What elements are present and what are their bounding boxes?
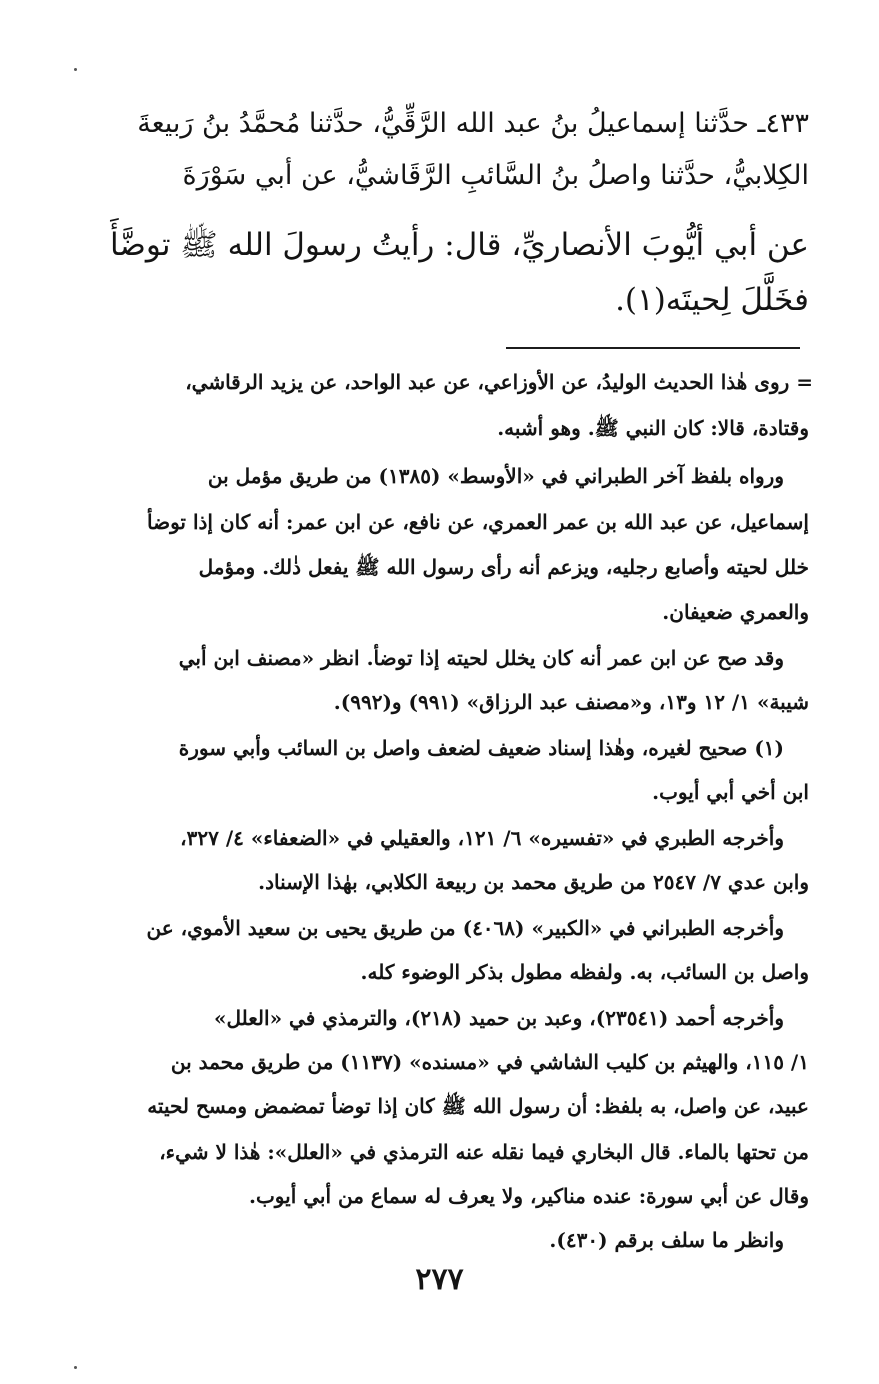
scan-speck [74,1366,77,1369]
footnote-line: ١/ ١١٥، والهيثم بن كليب الشاشي في «مسنده» (١١٣٧) من طريق محمد بن [170,1050,809,1074]
footnote-line: وقال عن أبي سورة: عنده مناكير، ولا يعرف له سماع من أبي أيوب. [249,1184,809,1208]
footnote-line: وأخرجه الطبراني في «الكبير» (٤٠٦٨) من طريق يحيى بن سعيد الأموي، عن [146,916,784,940]
footnote-line: والعمري ضعيفان. [662,600,809,624]
footnote-line: ورواه بلفظ آخر الطبراني في «الأوسط» (١٣٨٥) من طريق مؤمل بن [207,464,784,488]
hadith-line-1: ٤٣٣ـ حدَّثنا إسماعيلُ بنُ عبد الله الرَّقِّيُّ، حدَّثنا مُحمَّدُ بنُ رَبيعةَ [137,108,809,139]
page-number: ٢٧٧ [415,1262,464,1297]
footnote-line: خلل لحيته وأصابع رجليه، ويزعم أنه رأى رسول الله ﷺ يفعل ذٰلك. ومؤمل [198,555,809,579]
hadith-line-2: الكِلابيُّ، حدَّثنا واصلُ بنُ السَّائبِ الرَّقَاشيُّ، عن أبي سَوْرَةَ [182,160,809,191]
footnote-line: من تحتها بالماء. قال البخاري فيما نقله عنه الترمذي في «العلل»: هٰذا لا شيء، [159,1140,809,1164]
footnote-line: = روى هٰذا الحديث الوليدُ، عن الأوزاعي، عن عبد الواحد، عن يزيد الرقاشي، [185,370,813,394]
footnote-line: وانظر ما سلف برقم (٤٣٠). [549,1228,784,1252]
footnote-line: واصل بن السائب، به. ولفظه مطول بذكر الوضوء كله. [360,960,809,984]
footnote-line: إسماعيل، عن عبد الله بن عمر العمري، عن نافع، عن ابن عمر: أنه كان إذا توضأ [147,510,809,534]
footnote-line: وابن عدي ٧/ ٢٥٤٧ من طريق محمد بن ربيعة الكلابي، بهٰذا الإسناد. [258,870,809,894]
scan-speck [74,68,77,71]
footnote-line: وقتادة، قالا: كان النبي ﷺ. وهو أشبه. [497,416,809,440]
footnote-line: وأخرجه الطبري في «تفسيره» ٦/ ١٢١، والعقيلي في «الضعفاء» ٤/ ٣٢٧، [180,826,784,850]
footnote-line: (١) صحيح لغيره، وهٰذا إسناد ضعيف لضعف واصل بن السائب وأبي سورة [178,736,784,760]
footnote-separator [506,347,800,349]
hadith-line-3: عن أبي أيُّوبَ الأنصاريِّ، قال: رأيتُ رسولَ الله ﷺ توضَّأَ [110,227,809,263]
footnote-line: شيبة» ١/ ١٢ و١٣، و«مصنف عبد الرزاق» (٩٩١) و(٩٩٢). [333,690,809,714]
footnote-line: وقد صح عن ابن عمر أنه كان يخلل لحيته إذا توضأ. انظر «مصنف ابن أبي [178,646,784,670]
footnote-line: وأخرجه أحمد (٢٣٥٤١)، وعبد بن حميد (٢١٨)، والترمذي في «العلل» [214,1006,784,1030]
footnote-line: ابن أخي أبي أيوب. [652,780,809,804]
hadith-line-4: فخَلَّلَ لِحيتَه(١). [615,282,809,318]
footnote-line: عبيد، عن واصل، به بلفظ: أن رسول الله ﷺ كان إذا توضأ تمضمض ومسح لحيته [147,1094,809,1118]
